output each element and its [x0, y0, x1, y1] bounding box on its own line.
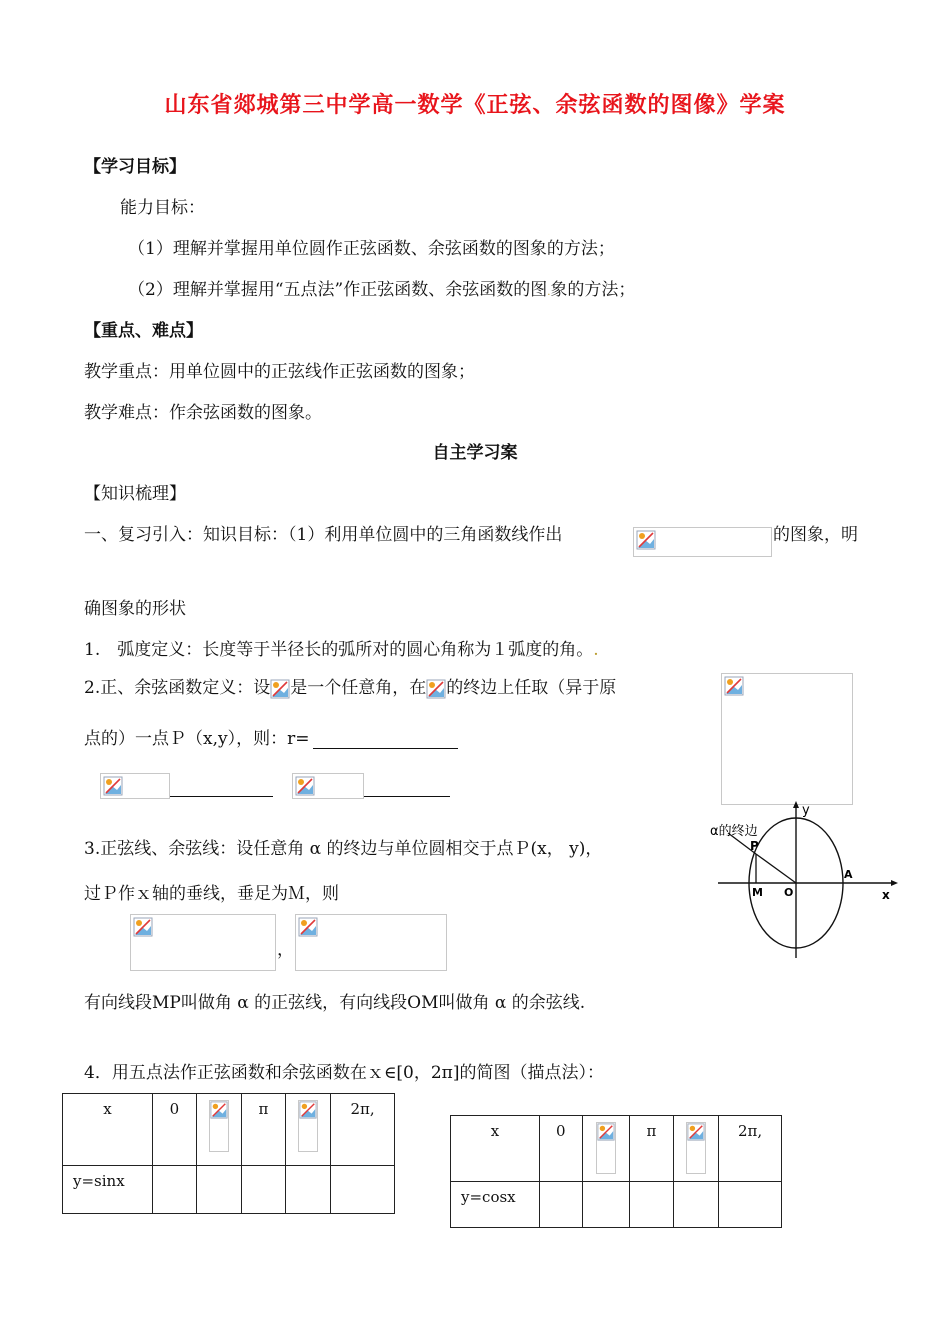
- alpha-image-icon-2: [426, 679, 446, 699]
- cos-y-cell: [674, 1182, 719, 1228]
- item-2-part-a: 2.正、余弦函数定义：设: [84, 678, 271, 698]
- item-1-dot: .: [593, 640, 599, 660]
- item-1-radian: [84, 635, 599, 660]
- sin-y-cell: [331, 1166, 395, 1214]
- x-label: x: [882, 888, 890, 902]
- goal-2-part-a: （2）理解并掌握用“五点法”作正弦函数、余弦函数的图: [128, 280, 548, 300]
- cos-table: [450, 1115, 782, 1228]
- review-line-c: 确图象的形状: [84, 599, 186, 619]
- goal-2-part-b: 象的方法；: [550, 280, 636, 300]
- sin-table-row-x: [63, 1094, 395, 1166]
- item-2-part-b: 是一个任意角，在: [290, 678, 427, 698]
- goal-1: （1）理解并掌握用单位圆作正弦函数、余弦函数的图象的方法；: [128, 239, 615, 259]
- goals-header: 【学习目标】: [84, 157, 186, 177]
- knowledge-header: 【知识梳理】: [84, 484, 186, 504]
- y-label: y: [802, 803, 810, 818]
- broken-image-icon: [724, 676, 744, 696]
- sin-def-blank-wrap: [170, 777, 273, 797]
- review-line-a: 一、复习引入：知识目标：（1）利用单位圆中的三角函数线作出: [84, 525, 563, 545]
- formula-image-functions: [633, 527, 772, 557]
- broken-image-icon: [295, 776, 315, 796]
- terminal-side: [756, 854, 796, 883]
- sin-x-header: x: [63, 1094, 153, 1166]
- sin-y-cell: [196, 1166, 242, 1214]
- broken-image-icon: [686, 1122, 706, 1174]
- item-3-comma: ，: [277, 940, 294, 960]
- item-2-part-c: 的终边上任取（异于原: [446, 678, 617, 698]
- item-3-line-c: 有向线段MP叫做角 α 的正弦线，有向线段OM叫做角 α 的余弦线.: [84, 993, 586, 1013]
- broken-image-icon: [298, 1100, 318, 1152]
- y-axis-arrow: [793, 801, 799, 808]
- cos-y-cell: [719, 1182, 782, 1228]
- cos-x-0: 0: [539, 1116, 582, 1182]
- sin-y-cell: [242, 1166, 286, 1214]
- sin-table-row-y: [63, 1166, 395, 1214]
- item-2-line-2: [84, 724, 458, 749]
- cos-x-pi: π: [629, 1116, 674, 1182]
- unit-circle-figure: [706, 800, 902, 960]
- alpha-image-icon: [270, 679, 290, 699]
- point-p-label: P: [750, 839, 759, 853]
- broken-image-icon: [636, 530, 656, 550]
- x-axis-arrow: [891, 880, 898, 886]
- broken-image-icon: [298, 917, 318, 937]
- origin-label: O: [784, 886, 794, 899]
- cos-def-blank-wrap: [364, 777, 450, 797]
- sin-x-pi: π: [242, 1094, 286, 1166]
- cos-table-row-x: [451, 1116, 782, 1182]
- sin-x-0: 0: [153, 1094, 197, 1166]
- item-4: 4．用五点法作正弦函数和余弦函数在ｘ∈[0，2π]的简图（描点法）：: [84, 1063, 604, 1083]
- cos-line-formula-image: [295, 914, 447, 971]
- self-study-heading: 自主学习案: [432, 443, 518, 463]
- cos-def-image: [292, 773, 364, 799]
- sin-x-3halfpi: [285, 1094, 331, 1166]
- item-3-line-b: 过Ｐ作ｘ轴的垂线，垂足为Ｍ，则: [84, 884, 339, 904]
- ability-goal: 能力目标：: [120, 198, 205, 218]
- broken-image-icon: [133, 917, 153, 937]
- cos-y-cell: [582, 1182, 629, 1228]
- goal-2: （2）理解并掌握用“五点法”作正弦函数、余弦函数的图.象的方法；: [128, 280, 636, 300]
- broken-image-icon: [209, 1100, 229, 1152]
- sin-x-2pi: 2π,: [331, 1094, 395, 1166]
- r-blank: [313, 730, 458, 749]
- cos-x-halfpi: [582, 1116, 629, 1182]
- cos-y-cell: [629, 1182, 674, 1228]
- item-2-line-1: [84, 673, 616, 699]
- cos-x-3halfpi: [674, 1116, 719, 1182]
- key-header: 【重点、难点】: [84, 321, 203, 341]
- sin-line-formula-image: [130, 914, 276, 971]
- cos-def-blank: [364, 778, 450, 797]
- difficult-point: 教学难点：作余弦函数的图象。: [84, 403, 322, 423]
- sin-x-halfpi: [196, 1094, 242, 1166]
- cos-x-2pi: 2π,: [719, 1116, 782, 1182]
- cos-row-label: y=cosx: [451, 1182, 540, 1228]
- cos-y-cell: [539, 1182, 582, 1228]
- definition-figure-image: [721, 673, 853, 805]
- point-a-label: A: [844, 868, 853, 881]
- item-2-part-d: 点的）一点Ｐ（x,y），则：r=: [84, 729, 310, 749]
- document-title: 山东省郯城第三中学高一数学《正弦、余弦函数的图像》学案: [164, 93, 786, 118]
- sin-def-blank: [170, 778, 273, 797]
- sin-table: [62, 1093, 395, 1214]
- sin-y-cell: [285, 1166, 331, 1214]
- sin-row-label: y=sinx: [63, 1166, 153, 1214]
- alpha-label: α的终边: [710, 824, 758, 839]
- key-point: 教学重点：用单位圆中的正弦线作正弦函数的图象；: [84, 362, 475, 382]
- item-1-text: 1. 弧度定义：长度等于半径长的弧所对的圆心角称为１弧度的角。: [84, 640, 594, 660]
- point-m-label: M: [752, 886, 763, 899]
- sin-y-cell: [153, 1166, 197, 1214]
- cos-x-header: x: [451, 1116, 540, 1182]
- cos-table-row-y: [451, 1182, 782, 1228]
- broken-image-icon: [103, 776, 123, 796]
- sin-def-image: [100, 773, 170, 799]
- broken-image-icon: [596, 1122, 616, 1174]
- review-line-b: 的图象，明: [773, 525, 858, 545]
- item-3-line-a: 3.正弦线、余弦线：设任意角 α 的终边与单位圆相交于点Ｐ(x， y)，: [84, 839, 603, 859]
